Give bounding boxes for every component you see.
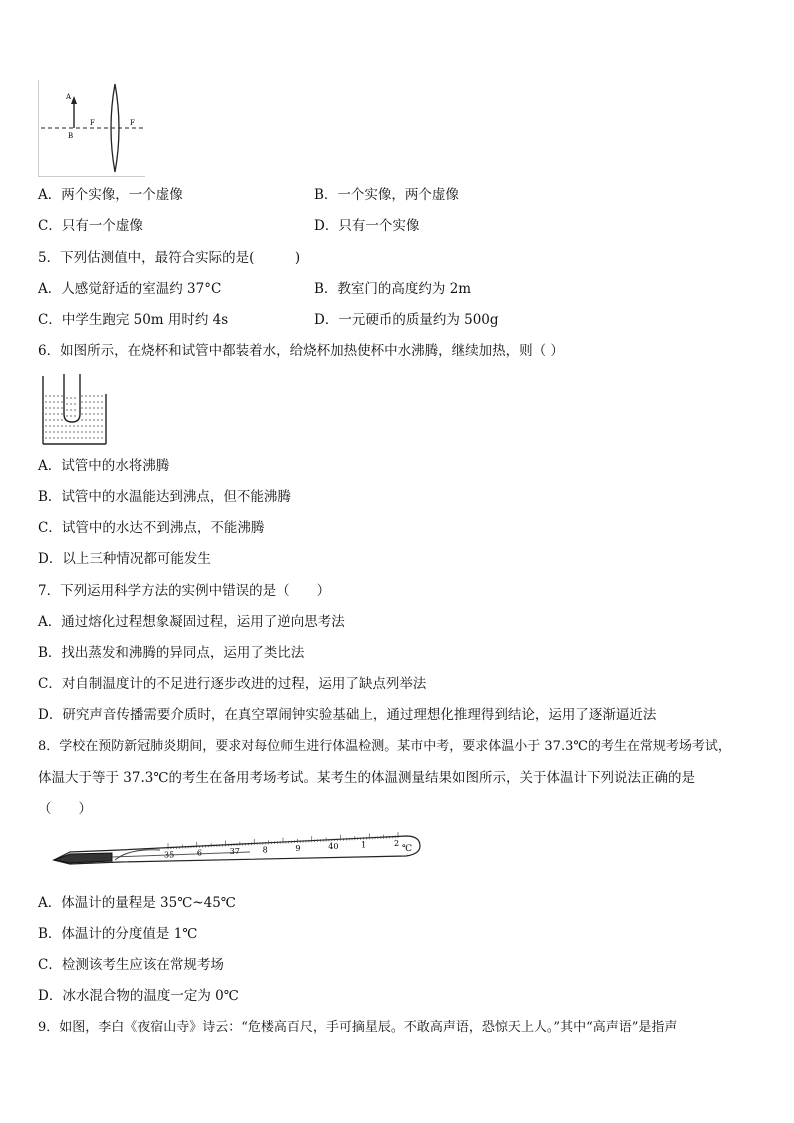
thermometer-diagram xyxy=(50,832,422,872)
beaker-figure xyxy=(38,374,108,446)
thermometer-tick-label: 35 xyxy=(164,850,175,860)
q4-option-a: A．两个实像，一个虚像 xyxy=(38,187,183,203)
label-f-right: F xyxy=(130,119,135,127)
beaker-test-tube-diagram xyxy=(38,374,108,446)
q4-option-d: D．只有一个实像 xyxy=(314,218,420,234)
q6-option-c: C．试管中的水达不到沸点，不能沸腾 xyxy=(38,520,265,536)
thermometer-tick-label: 37 xyxy=(229,847,240,857)
q8-stem-line-1: 8．学校在预防新冠肺炎期间，要求对每位师生进行体温检测。某市中考，要求体温小于 37.3℃的考生在常规考场考试， xyxy=(38,739,731,754)
q7-option-a: A．通过熔化过程想象凝固过程，运用了逆向思考法 xyxy=(38,614,345,630)
q6-option-b: B．试管中的水温能达到沸点，但不能沸腾 xyxy=(38,489,291,505)
label-f-left: F xyxy=(90,119,95,127)
q7-option-b: B．找出蒸发和沸腾的异同点，运用了类比法 xyxy=(38,645,305,661)
q4-option-c: C．只有一个虚像 xyxy=(38,218,143,234)
thermometer-tick-label: 1 xyxy=(361,840,367,850)
q8-option-c: C．检测该考生应该在常规考场 xyxy=(38,957,224,973)
q7-option-c: C．对自制温度计的不足进行逐步改进的过程，运用了缺点列举法 xyxy=(38,676,427,692)
q9-stem: 9．如图，李白《夜宿山寺》诗云：“危楼高百尺，手可摘星辰。不敢高声语，恐惊天上人。”其中“高声语”是指声 xyxy=(38,1020,678,1035)
lens-figure xyxy=(38,80,145,177)
q5-option-d: D．一元硬币的质量约为 500g xyxy=(314,312,499,328)
q8-option-d: D．冰水混合物的温度一定为 0℃ xyxy=(38,988,239,1004)
thermometer-tick-label: 9 xyxy=(295,843,301,853)
q6-option-d: D．以上三种情况都可能发生 xyxy=(38,551,211,567)
q4-option-b: B．一个实像，两个虚像 xyxy=(314,187,459,203)
thermometer-tick-label: 6 xyxy=(196,848,202,858)
q5-option-b: B．教室门的高度约为 2m xyxy=(314,281,472,297)
q7-option-d: D．研究声音传播需要介质时，在真空罩闹钟实验基础上，通过理想化推理得到结论，运用了逐渐逼近法 xyxy=(38,707,657,723)
q8-option-b: B．体温计的分度值是 1℃ xyxy=(38,926,198,942)
q7-stem: 7．下列运用科学方法的实例中错误的是（ ） xyxy=(38,583,331,599)
thermometer-tick-label: 2 xyxy=(394,838,400,848)
q5-option-c: C．中学生跑完 50m 用时约 4s xyxy=(38,312,229,328)
label-b: B xyxy=(68,132,74,140)
q5-stem: 5．下列估测值中，最符合实际的是( ) xyxy=(38,250,301,266)
q6-stem: 6．如图所示，在烧杯和试管中都装着水，给烧杯加热使杯中水沸腾，继续加热，则（ ） xyxy=(38,343,564,359)
thermometer-unit: ℃ xyxy=(402,844,413,854)
label-a: A xyxy=(66,93,72,101)
thermometer-figure xyxy=(50,832,422,872)
q5-option-a: A．人感觉舒适的室温约 37°C xyxy=(38,281,222,297)
q8-stem-line-3: （ ） xyxy=(38,801,92,817)
q6-option-a: A．试管中的水将沸腾 xyxy=(38,458,170,474)
lens-diagram xyxy=(39,80,145,176)
q8-option-a: A．体温计的量程是 35℃~45℃ xyxy=(38,895,236,911)
thermometer-tick-label: 8 xyxy=(262,845,268,855)
q8-stem-line-2: 体温大于等于 37.3℃的考生在备用考场考试。某考生的体温测量结果如图所示，关于体温计下列说法正确的是 xyxy=(38,770,695,786)
thermometer-tick-label: 40 xyxy=(328,842,339,852)
